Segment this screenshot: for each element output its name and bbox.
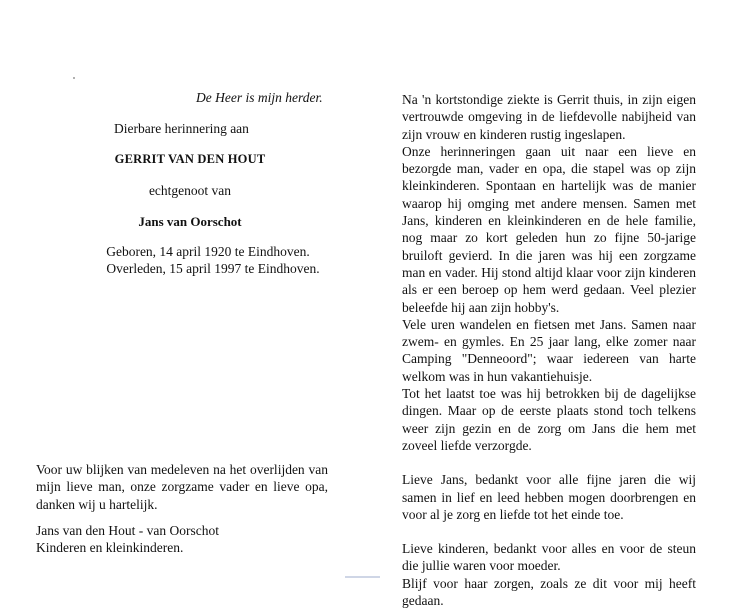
death-line: Overleden, 15 april 1997 te Eindhoven. — [106, 261, 320, 276]
right-text-column — [402, 91, 696, 609]
paragraph-hobbies: Vele uren wandelen en fietsen met Jans. Samen naar zwem- en gymles. En 25 jaar lang, elke zomer naar Camping "Denneoord"; waar iedereen van harte welkom was in hun vakantiehuisje. — [402, 316, 696, 384]
birth-line: Geboren, 14 april 1920 te Eindhoven. — [106, 244, 310, 259]
paragraph-memories: Onze herinneringen gaan uit naar een lieve en bezorgde man, vader en opa, die stapel was op zijn kleinkinderen. Spontaan en hartelijk was de manier waarop hij omging met andere mensen. Samen met Jans, kinderen en kleinkinderen en de hele familie, nog maar zo kort geleden hun zo fijne 50-jarige bruiloft gevierd. In die jaren was hij een zorgzame man en vader. Hij stond altijd klaar voor zijn kinderen als er een beroep op hem werd gedaan. Veel plezier beleefde hij aan zijn hobby's. — [402, 143, 696, 315]
paragraph-closing: Blijf voor haar zorgen, zoals ze dit voor mij heeft gedaan. — [402, 575, 696, 609]
thanks-text: Voor uw blijken van medeleven na het overlijden van mijn lieve man, onze zorgzame vader en lieve opa, danken wij u hartelijk. — [36, 462, 328, 512]
spouse-name: Jans van Oorschot — [138, 214, 242, 229]
signature-line-1: Jans van den Hout - van Oorschot — [36, 523, 219, 538]
spouse-intro: echtgenoot van — [148, 183, 232, 198]
remembrance-intro: Dierbare herinnering aan — [114, 121, 249, 136]
paragraph-illness: Na 'n kortstondige ziekte is Gerrit thuis, in zijn eigen vertrouwde omgeving in de liefdevolle nabijheid van zijn vrouw en kinderen rustig ingeslapen. — [402, 92, 696, 142]
spacer — [402, 454, 696, 471]
paragraph-family: Tot het laatst toe was hij betrokken bij de dagelijkse dingen. Maar op de eerste plaats stond toch telkens weer zijn gezin en de zorg om Jans die hem met zoveel liefde verzorgde. — [402, 386, 696, 453]
signature-line-2: Kinderen en kleinkinderen. — [36, 540, 184, 555]
deceased-name: GERRIT VAN DEN HOUT — [114, 152, 266, 166]
spacer — [402, 523, 696, 540]
motto: De Heer is mijn herder. — [196, 90, 323, 105]
paragraph-to-children: Lieve kinderen, bedankt voor alles en voor de steun die jullie waren voor moeder. — [402, 541, 696, 574]
speck — [73, 77, 75, 79]
paragraph-to-wife: Lieve Jans, bedankt voor alle fijne jaren die wij samen in lief en leed hebben mogen doorbrengen en voor al je zorg en liefde tot het einde toe. — [402, 472, 696, 522]
bottom-edge — [0, 574, 735, 580]
